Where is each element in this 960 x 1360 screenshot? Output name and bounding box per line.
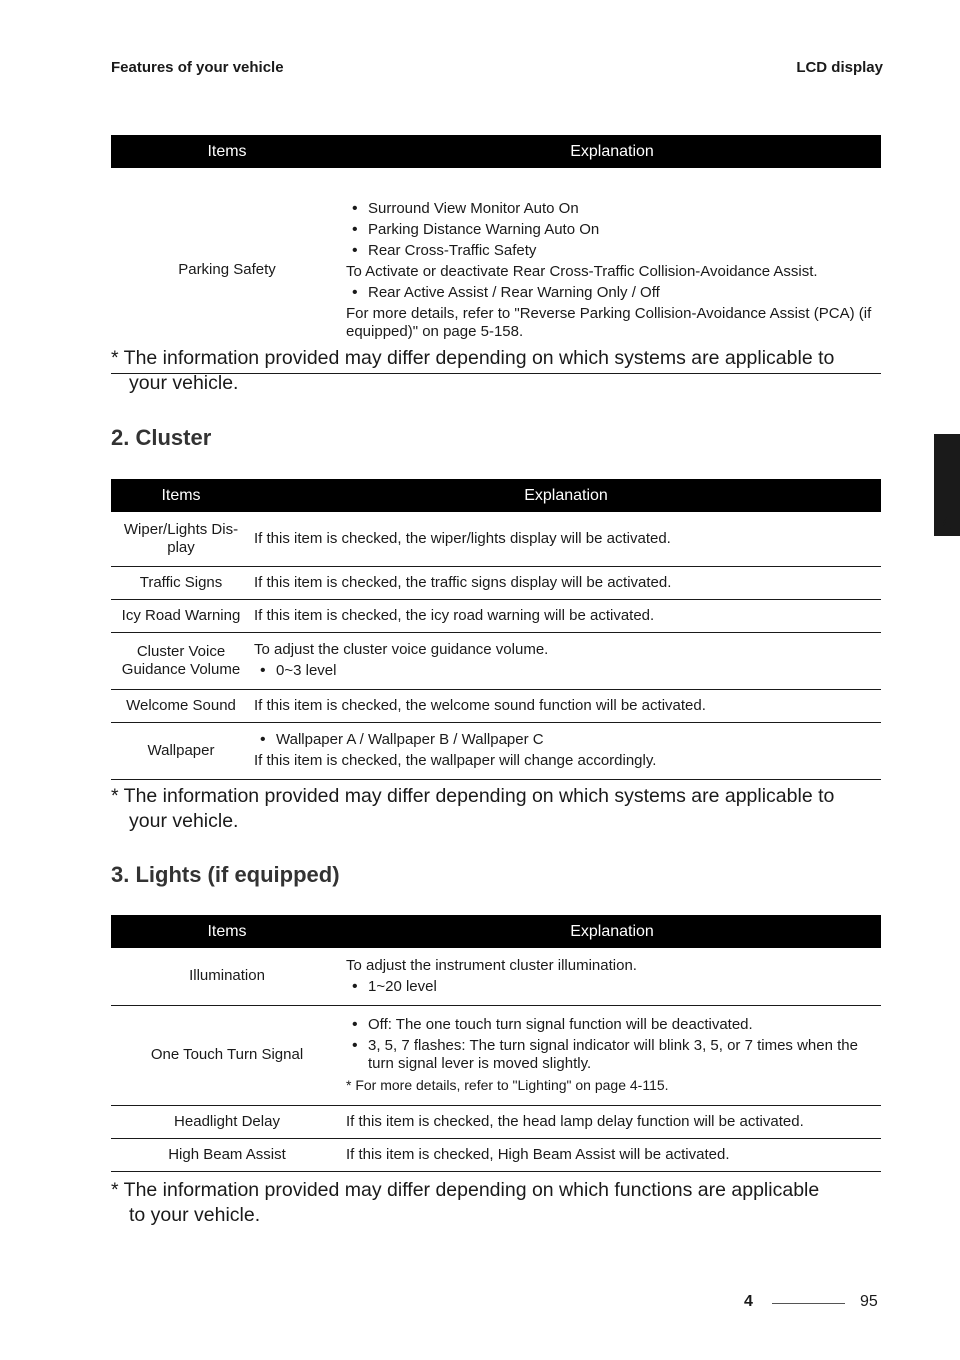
list-item: • 0~3 level	[254, 662, 877, 680]
column-header-explanation: Explanation	[343, 135, 881, 168]
explanation-cell: If this item is checked, the wiper/lights display will be activated.	[251, 512, 881, 566]
explanation-cell: If this item is checked, the traffic signs display will be activated.	[251, 566, 881, 599]
explanation-text: To adjust the instrument cluster illumination.	[346, 956, 637, 974]
list-item: • Wallpaper A / Wallpaper B / Wallpaper C	[254, 731, 877, 749]
explanation-cell: If this item is checked, the welcome sound function will be activated.	[251, 689, 881, 722]
table-row	[111, 1005, 881, 1105]
table-row	[111, 1105, 881, 1138]
footnote-line: * The information provided may differ depending on which functions are applicable	[111, 1179, 820, 1201]
running-header-right: LCD display	[796, 59, 883, 76]
explanation-cell	[343, 168, 881, 373]
footer-divider	[772, 1303, 845, 1304]
cluster-table	[111, 479, 881, 780]
chapter-tab-number: 4	[940, 514, 952, 536]
item-cell: Wiper/Lights Dis-play	[111, 512, 251, 566]
explanation-cell	[251, 632, 881, 689]
table-row	[111, 168, 881, 373]
table-row	[111, 722, 881, 779]
table-row	[111, 1138, 881, 1171]
column-header-items: Items	[111, 479, 251, 512]
item-cell: Icy Road Warning	[111, 599, 251, 632]
explanation-text: For more details, refer to "Reverse Parking Collision-Avoidance Assist (PCA) (if equipped)" on page 5-158.	[346, 304, 872, 340]
footnote-3	[111, 1178, 891, 1228]
item-cell: Wallpaper	[111, 722, 251, 779]
footnote-line: * The information provided may differ depending on which systems are applicable to	[111, 347, 835, 369]
item-cell: Cluster Voice Guidance Volume	[111, 632, 251, 689]
footnote-1	[111, 346, 891, 396]
table-row	[111, 632, 881, 689]
list-item: • 1~20 level	[346, 978, 877, 996]
column-header-explanation: Explanation	[343, 915, 881, 948]
parking-safety-table	[111, 135, 881, 374]
explanation-text: To adjust the cluster voice guidance volume.	[254, 641, 549, 658]
section-title-lights: 3. Lights (if equipped)	[111, 862, 340, 887]
footnote-line: to your vehicle.	[129, 1204, 261, 1226]
explanation-cell	[343, 948, 881, 1005]
item-cell: One Touch Turn Signal	[111, 1005, 343, 1105]
footnote-2	[111, 784, 891, 834]
table-row	[111, 566, 881, 599]
table-row	[111, 948, 881, 1005]
section-title-cluster: 2. Cluster	[111, 425, 212, 450]
list-item: • Off: The one touch turn signal function will be deactivated.	[346, 1016, 877, 1034]
item-cell: Welcome Sound	[111, 689, 251, 722]
table-row	[111, 689, 881, 722]
explanation-cell: If this item is checked, the icy road warning will be activated.	[251, 599, 881, 632]
list-item: • 3, 5, 7 flashes: The turn signal indicator will blink 3, 5, or 7 times when the turn signal lever is moved slightly.	[346, 1037, 877, 1073]
explanation-cell: If this item is checked, the head lamp delay function will be activated.	[343, 1105, 881, 1138]
list-item: • Rear Active Assist / Rear Warning Only / Off	[346, 284, 877, 302]
running-header-left: Features of your vehicle	[111, 59, 284, 76]
item-cell: Traffic Signs	[111, 566, 251, 599]
explanation-text: If this item is checked, the wallpaper will change accordingly.	[254, 752, 657, 769]
lights-table	[111, 915, 881, 1172]
table-row	[111, 512, 881, 566]
footer-page-number: 95	[860, 1293, 878, 1310]
footer-chapter-number: 4	[744, 1293, 753, 1310]
list-item: • Parking Distance Warning Auto On	[346, 221, 877, 239]
column-header-explanation: Explanation	[251, 479, 881, 512]
item-cell: High Beam Assist	[111, 1138, 343, 1171]
footnote-line: * The information provided may differ depending on which systems are applicable to	[111, 785, 835, 807]
explanation-text: To Activate or deactivate Rear Cross-Traffic Collision-Avoidance Assist.	[346, 262, 818, 280]
explanation-cell	[343, 1005, 881, 1105]
column-header-items: Items	[111, 915, 343, 948]
item-cell: Illumination	[111, 948, 343, 1005]
list-item: • Surround View Monitor Auto On	[346, 200, 877, 218]
list-item: • Rear Cross-Traffic Safety	[346, 242, 877, 260]
column-header-items: Items	[111, 135, 343, 168]
explanation-cell	[251, 722, 881, 779]
item-cell: Parking Safety	[111, 168, 343, 373]
explanation-footnote: * For more details, refer to "Lighting" on page 4-115.	[346, 1077, 669, 1093]
item-cell: Headlight Delay	[111, 1105, 343, 1138]
footnote-line: your vehicle.	[129, 372, 239, 394]
table-row	[111, 599, 881, 632]
explanation-cell: If this item is checked, High Beam Assist will be activated.	[343, 1138, 881, 1171]
footnote-line: your vehicle.	[129, 810, 239, 832]
